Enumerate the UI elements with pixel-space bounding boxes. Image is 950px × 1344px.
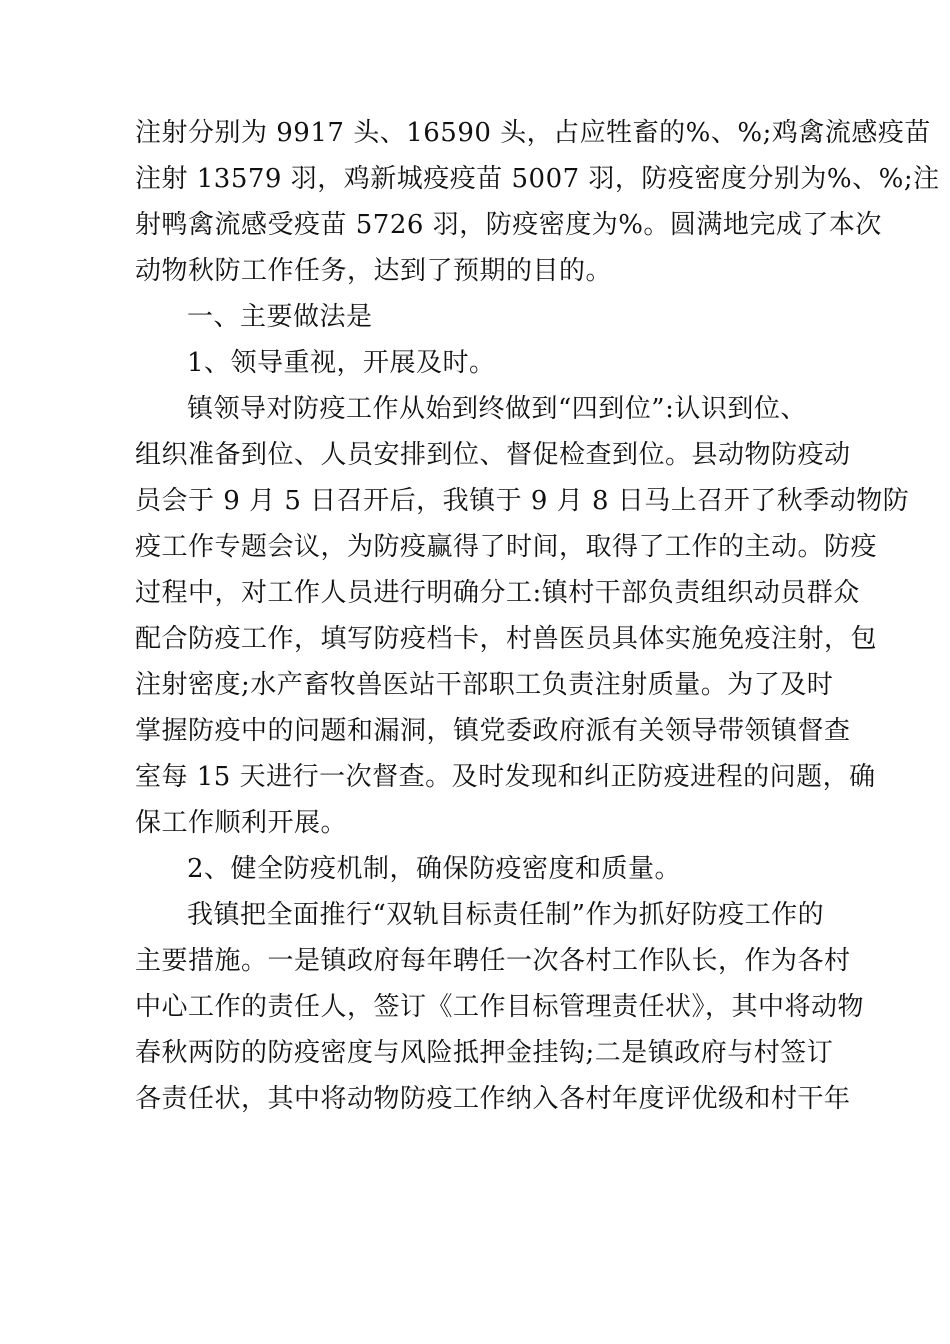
text-line: 保工作顺利开展。 [135,808,348,838]
text-line: 掌握防疫中的问题和漏洞，镇党委政府派有关领导带领镇督查 [135,716,851,746]
text-line: 室每 15 天进行一次督查。及时发现和纠正防疫进程的问题，确 [135,762,876,792]
text-line: 射鸭禽流感受疫苗 5726 羽，防疫密度为%。圆满地完成了本次 [135,210,882,240]
text-line: 过程中，对工作人员进行明确分工:镇村干部负责组织动员群众 [135,578,860,608]
text-line: 春秋两防的防疫密度与风险抵押金挂钩;二是镇政府与村签订 [135,1038,834,1068]
text-line: 注射密度;水产畜牧兽医站干部职工负责注射质量。为了及时 [135,670,834,700]
text-line: 注射分别为 9917 头、16590 头，占应牲畜的%、%;鸡禽流感疫苗 [135,118,931,148]
paragraph-mechanism [135,892,865,1122]
text-line: 各责任状，其中将动物防疫工作纳入各村年度评优级和村干年 [135,1084,851,1114]
text-line: 我镇把全面推行“双轨目标责任制”作为抓好防疫工作的 [187,900,825,930]
text-line: 中心工作的责任人，签订《工作目标管理责任状》，其中将动物 [135,992,865,1022]
text-line: 1、领导重视，开展及时。 [187,348,496,378]
section-heading-main-methods [135,294,835,340]
text-line: 注射 13579 羽，鸡新城疫疫苗 5007 羽，防疫密度分别为%、%;注 [135,164,940,194]
text-line: 配合防疫工作，填写防疫档卡，村兽医员具体实施免疫注射，包 [135,624,878,654]
text-line: 动物秋防工作任务，达到了预期的目的。 [135,256,613,286]
text-line: 2、健全防疫机制，确保防疫密度和质量。 [187,854,682,884]
text-line: 镇领导对防疫工作从始到终做到“四到位”:认识到位、 [187,394,807,424]
text-line: 员会于 9 月 5 日召开后，我镇于 9 月 8 日马上召开了秋季动物防 [135,486,910,516]
text-line: 一、主要做法是 [187,302,373,332]
text-line: 组织准备到位、人员安排到位、督促检查到位。县动物防疫动 [135,440,851,470]
subheading-leadership [135,340,835,386]
paragraph-vaccination-stats [135,110,940,294]
paragraph-leadership [135,386,910,846]
document-page [135,110,940,1122]
subheading-mechanism [135,846,835,892]
text-line: 主要措施。一是镇政府每年聘任一次各村工作队长，作为各村 [135,946,851,976]
text-line: 疫工作专题会议，为防疫赢得了时间，取得了工作的主动。防疫 [135,532,878,562]
